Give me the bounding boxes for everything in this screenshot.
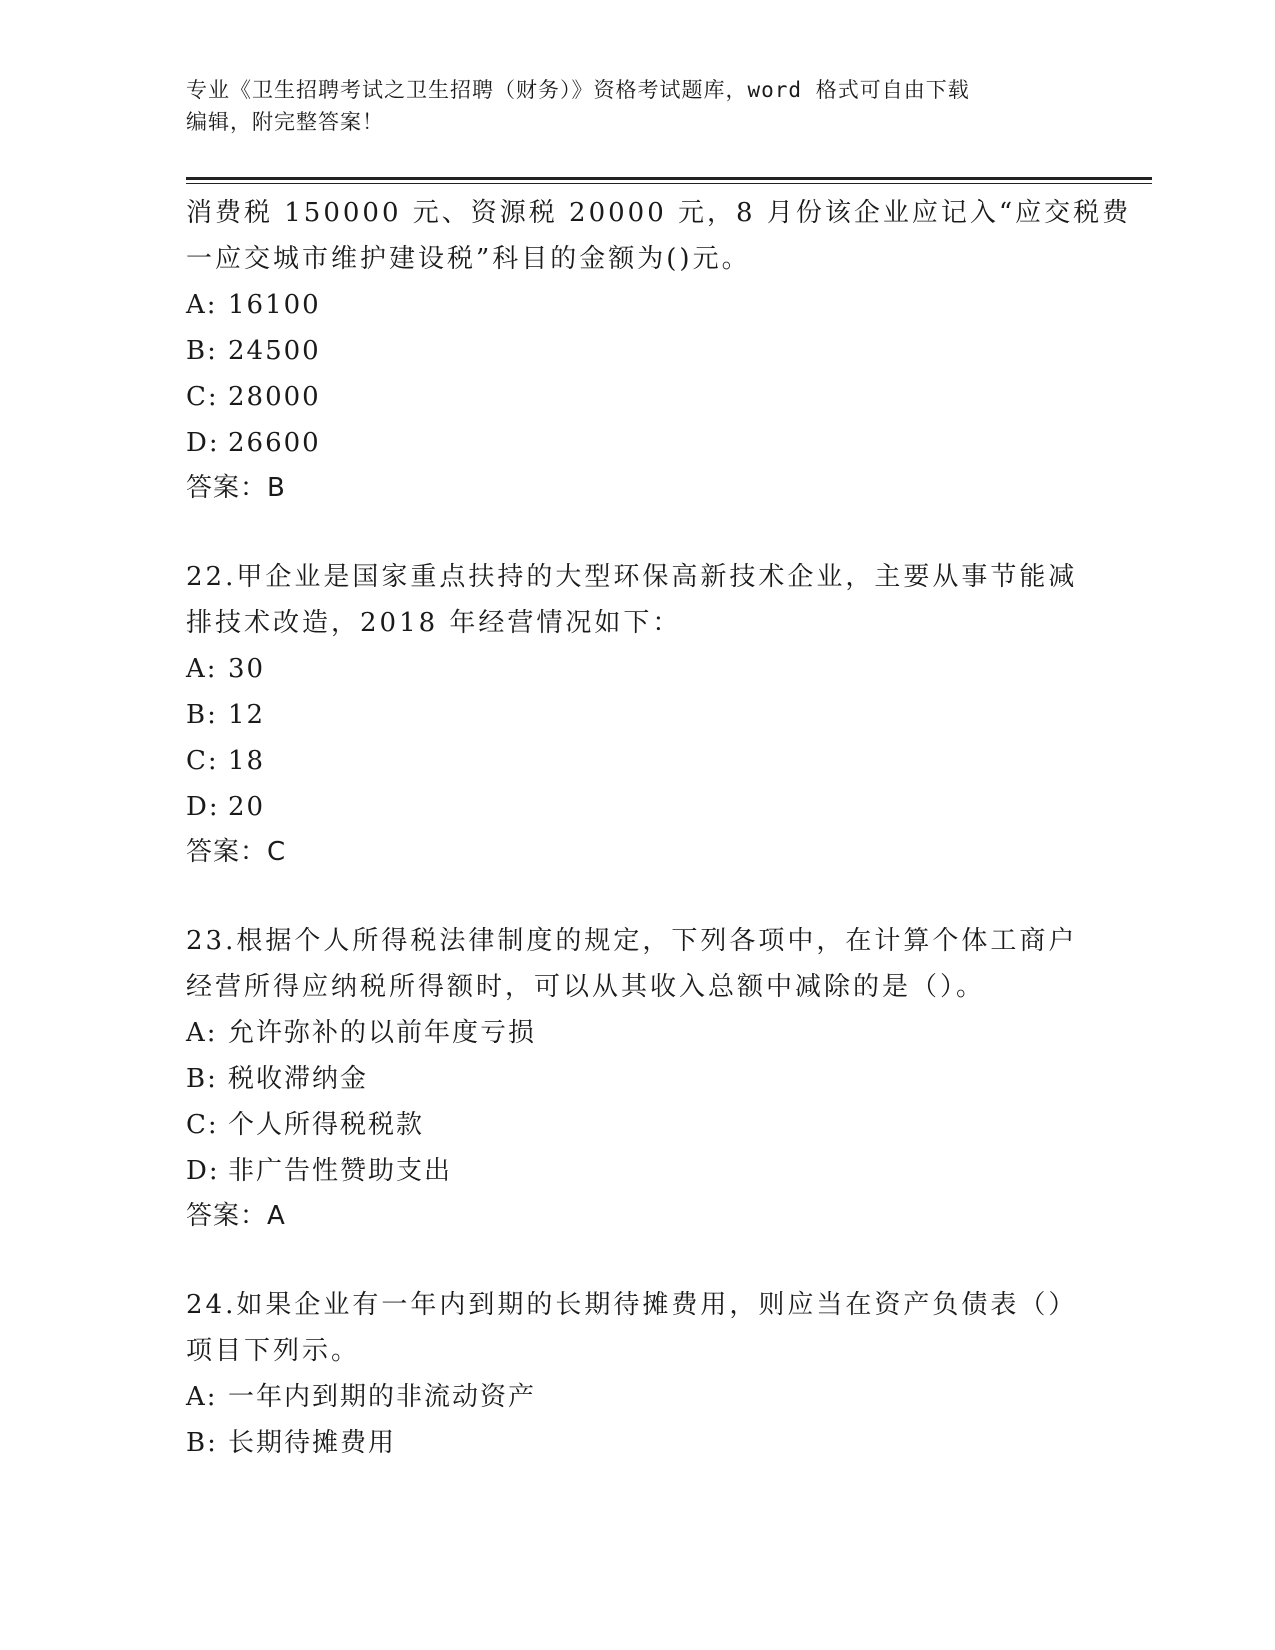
question-21-fragment xyxy=(186,190,1132,510)
option-a xyxy=(186,1010,1086,1056)
answer-label: 答案：A xyxy=(186,1201,286,1231)
option-text: 12 xyxy=(228,700,266,730)
header-rule-thick xyxy=(186,177,1152,180)
answer-label: 答案：B xyxy=(186,473,286,503)
question-stem-line: 经营所得应纳税所得额时，可以从其收入总额中减除的是（）。 xyxy=(186,972,986,1002)
option-text: 非广告性赞助支出 xyxy=(228,1156,453,1186)
option-text: 16100 xyxy=(228,290,321,320)
header-line-1: 专业《卫生招聘考试之卫生招聘（财务）》资格考试题库，word 格式可自由下载 xyxy=(186,78,970,102)
option-key: D: xyxy=(186,1156,220,1186)
option-c xyxy=(186,374,1086,420)
option-key: A: xyxy=(186,1018,218,1048)
option-key: C: xyxy=(186,382,219,412)
option-b xyxy=(186,1420,1086,1466)
question-stem-line: 22.甲企业是国家重点扶持的大型环保高新技术企业，主要从事节能减 xyxy=(186,562,1078,592)
option-d xyxy=(186,784,1086,830)
option-a xyxy=(186,282,1086,328)
question-stem-line: 23.根据个人所得税法律制度的规定，下列各项中，在计算个体工商户 xyxy=(186,926,1078,956)
question-stem-line: 一应交城市维护建设税”科目的金额为()元。 xyxy=(186,244,751,274)
option-text: 24500 xyxy=(228,336,321,366)
option-key: C: xyxy=(186,1110,219,1140)
option-text: 个人所得税税款 xyxy=(228,1110,425,1140)
option-key: A: xyxy=(186,654,218,684)
option-c xyxy=(186,738,1086,784)
option-key: B: xyxy=(186,1428,218,1458)
question-stem-line: 排技术改造，2018 年经营情况如下： xyxy=(186,608,682,638)
question-stem-line: 24.如果企业有一年内到期的长期待摊费用，则应当在资产负债表（） xyxy=(186,1290,1078,1320)
option-b xyxy=(186,692,1086,738)
question-list xyxy=(186,190,1132,1466)
option-text: 30 xyxy=(228,654,266,684)
header-line-2: 编辑，附完整答案！ xyxy=(186,110,384,134)
option-key: C: xyxy=(186,746,219,776)
option-d xyxy=(186,1148,1086,1194)
option-text: 18 xyxy=(228,746,266,776)
question-22 xyxy=(186,554,1086,874)
option-c xyxy=(186,1102,1086,1148)
option-key: B: xyxy=(186,1064,218,1094)
option-key: A: xyxy=(186,290,218,320)
option-key: A: xyxy=(186,1382,218,1412)
option-text: 长期待摊费用 xyxy=(228,1428,397,1458)
option-text: 20 xyxy=(228,792,266,822)
option-a xyxy=(186,646,1086,692)
question-24 xyxy=(186,1282,1086,1466)
option-key: D: xyxy=(186,792,220,822)
option-key: B: xyxy=(186,700,218,730)
question-stem-line: 项目下列示。 xyxy=(186,1336,361,1366)
option-key: D: xyxy=(186,428,220,458)
option-key: B: xyxy=(186,336,218,366)
header-rule-thin xyxy=(186,183,1152,184)
option-text: 允许弥补的以前年度亏损 xyxy=(228,1018,537,1048)
option-text: 28000 xyxy=(228,382,321,412)
option-b xyxy=(186,1056,1086,1102)
option-text: 26600 xyxy=(228,428,321,458)
question-stem-line: 消费税 150000 元、资源税 20000 元，8 月份该企业应记入“应交税费 xyxy=(186,198,1132,228)
option-b xyxy=(186,328,1086,374)
option-d xyxy=(186,420,1086,466)
option-a xyxy=(186,1374,1086,1420)
answer-label: 答案：C xyxy=(186,837,287,867)
option-text: 一年内到期的非流动资产 xyxy=(228,1382,537,1412)
option-text: 税收滞纳金 xyxy=(228,1064,369,1094)
question-23 xyxy=(186,918,1086,1238)
page-header xyxy=(186,74,1076,138)
